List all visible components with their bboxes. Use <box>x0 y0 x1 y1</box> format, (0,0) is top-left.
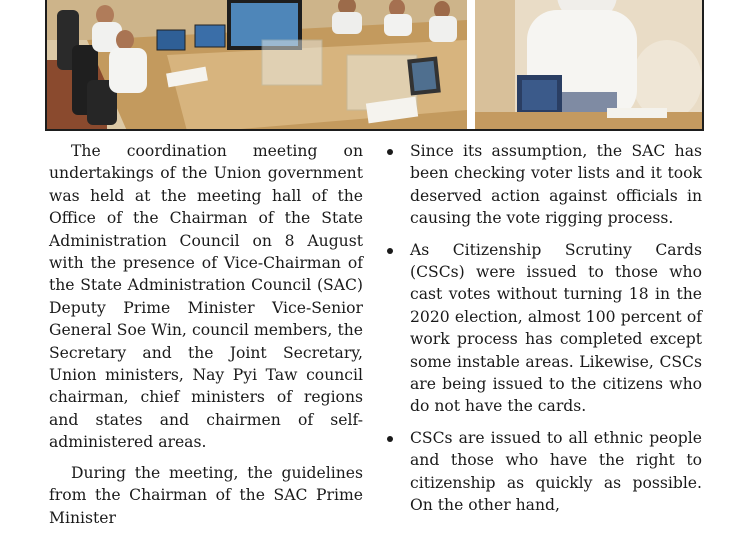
bullet-item <box>385 427 702 517</box>
bullet-text: CSCs are issued to all ethnic people and those who have the right to citizenship as quickly as possible. On the other hand, <box>410 428 702 515</box>
bullet-list <box>385 140 702 517</box>
bullet-icon <box>387 248 393 254</box>
meeting-photo <box>45 0 704 131</box>
bullet-icon <box>387 149 393 155</box>
bullet-item <box>385 239 702 418</box>
bullet-text: As Citizenship Scrutiny Cards (CSCs) were issued to those who cast votes without turning 18 in the 2020 election, almost 100 percent of work process has completed except some instable areas. Likewise, CSCs are being issued to the citizens who do not have the cards. <box>410 240 702 416</box>
bullet-item <box>385 140 702 230</box>
meeting-photo-illustration <box>47 0 704 131</box>
body-paragraph: The coordination meeting on undertakings of the Union government was held at the meeting hall of the Office of the Chairman of the State Administration Council on 8 August with the presence of Vice-Chairman of the State Administration Council (SAC) Deputy Prime Minister Vice-Senior General Soe Win, council members, the Secretary and the Joint Secretary, Union ministers, Nay Pyi Taw council chairman, chief ministers of regions and states and chairmen of self-administered areas. <box>49 142 363 452</box>
right-column <box>385 140 702 526</box>
left-column <box>49 140 363 537</box>
bullet-text: Since its assumption, the SAC has been checking voter lists and it took deserved action against officials in causing the vote rigging process. <box>410 142 702 228</box>
body-paragraph: During the meeting, the guidelines from the Chairman of the SAC Prime Minister <box>49 463 363 527</box>
bullet-icon <box>387 436 393 442</box>
